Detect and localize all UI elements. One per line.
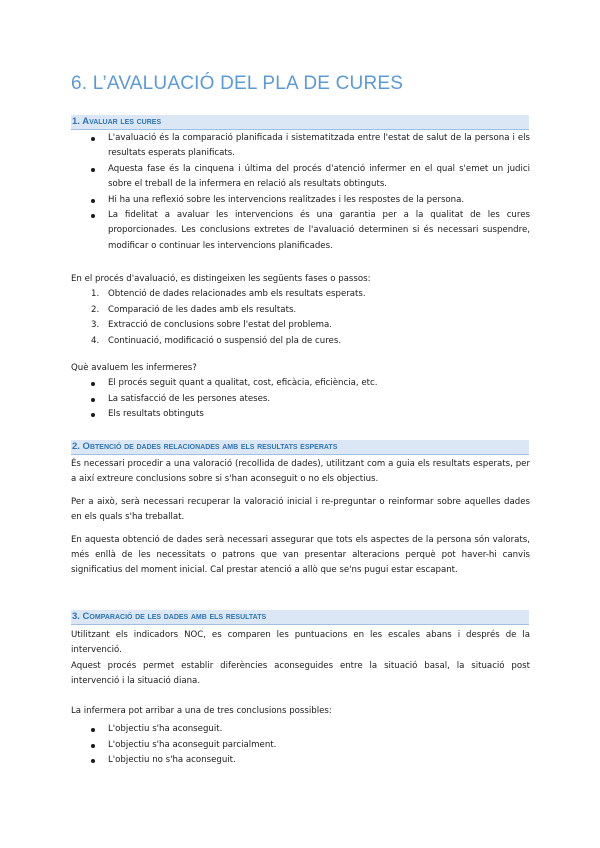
conclusions-intro: La infermera pot arribar a una de tres conclusions possibles: [71,706,332,716]
paragraph: Utilitzant els indicadors NOC, es comparen les puntuacions en les escales abans i després de la intervenció. [71,630,530,656]
section-heading-comparacio: 3. Comparació de les dades amb els resultats [71,610,529,625]
conclusions-block [71,704,530,769]
evaluation-question: Què avaluem les infermeres? [71,363,197,373]
paragraph: Per a això, serà necessari recuperar la valoració inicial i re-preguntar o reinformar sobre aquelles dades en els quals s'ha treballat. [71,496,530,523]
list-item: La satisfacció de les persones ateses. [71,392,530,407]
list-item: Els resultats obtinguts [71,407,530,422]
list-item: Aquesta fase és la cinquena i última del procés d'atenció infermer en el qual s'emet un judici sobre el treball de la infermera en relació als resultats obtinguts. [71,162,530,193]
bullet-icon [91,214,95,218]
section-3-content [71,628,530,690]
bullet-icon [91,199,95,203]
bullet-icon [91,413,95,417]
list-item: 1. Obtenció de dades relacionades amb els resultats esperats. [91,289,366,300]
definition-list [71,131,530,254]
bullet-icon [91,398,95,402]
list-item: 2. Comparació de les dades amb els resultats. [91,304,297,315]
bullet-icon [91,744,95,748]
list-item: L'objectiu no s'ha aconseguit. [71,753,530,768]
bullet-icon [91,382,95,386]
paragraph: En aquesta obtenció de dades serà necessari assegurar que tots els aspectes de la persona són valorats, més enllà de les necessitats o patrons que van presentar alteracions perquè pot haver-hi canvis significatius del moment inicial. Cal prestar atenció a allò que se'ns pugui estar escapant. [71,534,530,576]
section-heading-obtencio: 2. Obtenció de dades relacionades amb els resultats esperats [71,440,529,455]
evaluation-list [71,376,530,422]
list-item: L'avaluació és la comparació planificada i sistematitzada entre l'estat de salut de la persona i els resultats esperats planificats. [71,131,530,162]
conclusions-list [71,722,530,768]
list-item: L'objectiu s'ha aconseguit parcialment. [71,738,530,753]
phases-list [71,287,530,349]
bullet-icon [91,168,95,172]
bullet-icon [91,137,95,141]
list-item: 3. Extracció de conclusions sobre l'estat del problema. [91,320,332,331]
list-item: L'objectiu s'ha aconseguit. [71,722,530,737]
section-heading-avaluar: 1. Avaluar les cures [71,115,529,130]
paragraph: És necessari procedir a una valoració (recollida de dades), utilitzant com a guia els resultats esperats, per a així extreure conclusions sobre si s'han aconseguit o no els objectius. [71,459,530,485]
phases-intro: En el procés d'avaluació, es distingeixen les següents fases o passos: [71,274,371,284]
phases-block [71,272,530,349]
evaluation-block [71,361,530,423]
bullet-icon [91,759,95,763]
section-1-content [71,131,530,254]
list-item: El procés seguit quant a qualitat, cost, eficàcia, eficiència, etc. [71,376,530,391]
bullet-icon [91,728,95,732]
page-title: 6. L’AVALUACIÓ DEL PLA DE CURES [71,73,404,94]
list-item: 4. Continuació, modificació o suspensió del pla de cures. [91,335,342,346]
list-item: Hi ha una reflexió sobre les intervencions realitzades i les respostes de la persona. [71,193,530,208]
paragraph: Aquest procés permet establir diferències aconseguides entre la situació basal, la situació post intervenció i la situació diana. [71,660,530,687]
section-2-content [71,457,530,579]
list-item: La fidelitat a avaluar les intervencions és una garantia per a la qualitat de les cures proporcionades. Les conclusions extretes de l'avaluació determinen si és necessari suspendre, modificar o continuar les intervencions planificades. [71,208,530,254]
